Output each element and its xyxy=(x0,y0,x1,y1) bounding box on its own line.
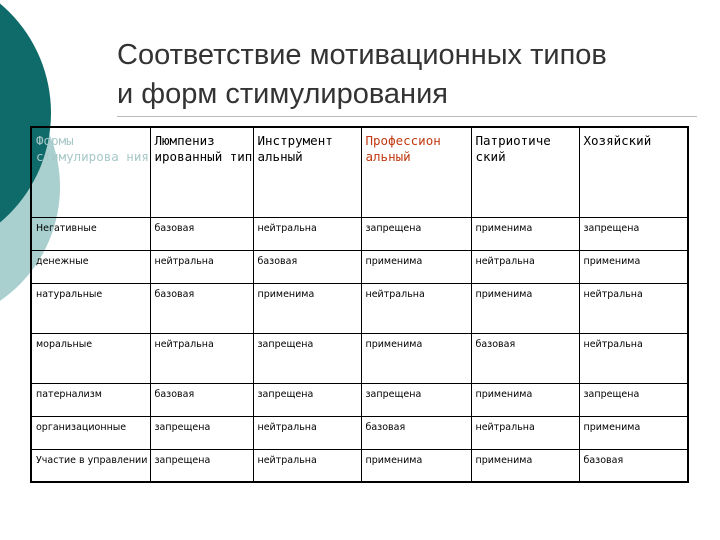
header-forms: Формы стимулирова ния xyxy=(31,127,150,217)
table-cell: применима xyxy=(471,383,579,416)
table-cell: базовая xyxy=(150,217,253,250)
table-cell: запрещена xyxy=(579,217,688,250)
table-cell: запрещена xyxy=(253,383,361,416)
row-label: организационные xyxy=(31,416,150,449)
table-cell: нейтральна xyxy=(150,333,253,383)
table-cell: нейтральна xyxy=(471,416,579,449)
table-cell: базовая xyxy=(361,416,471,449)
table-cell: применима xyxy=(579,250,688,283)
table-cell: применима xyxy=(253,283,361,333)
table-row xyxy=(31,449,688,482)
row-label: денежные xyxy=(31,250,150,283)
row-label: патернализм xyxy=(31,383,150,416)
table-cell: базовая xyxy=(579,449,688,482)
table-cell: запрещена xyxy=(150,449,253,482)
table-cell: применима xyxy=(361,333,471,383)
title-divider xyxy=(117,116,697,117)
row-label: Участие в управлении xyxy=(31,449,150,482)
table-cell: нейтральна xyxy=(471,250,579,283)
table-cell: запрещена xyxy=(150,416,253,449)
title-line-2: и форм стимулирования xyxy=(117,78,448,110)
title-line-1: Соответствие мотивационных типов xyxy=(117,39,607,71)
table-cell: нейтральна xyxy=(361,283,471,333)
table-row xyxy=(31,416,688,449)
table-cell: применима xyxy=(471,449,579,482)
table-cell: нейтральна xyxy=(579,283,688,333)
table-cell: базовая xyxy=(150,383,253,416)
header-professional: Профессион альный xyxy=(361,127,471,217)
table-cell: нейтральна xyxy=(253,416,361,449)
table-cell: нейтральна xyxy=(579,333,688,383)
row-label: моральные xyxy=(31,333,150,383)
slide-title xyxy=(117,36,697,114)
table-cell: применима xyxy=(361,449,471,482)
table-row xyxy=(31,383,688,416)
table-cell: запрещена xyxy=(361,217,471,250)
table-header-row xyxy=(31,127,688,217)
table-cell: базовая xyxy=(150,283,253,333)
table-row xyxy=(31,217,688,250)
row-label: Негативные xyxy=(31,217,150,250)
table-cell: нейтральна xyxy=(253,217,361,250)
table-cell: применима xyxy=(471,217,579,250)
table-cell: применима xyxy=(361,250,471,283)
table-cell: нейтральна xyxy=(150,250,253,283)
motivation-table xyxy=(30,126,689,483)
table-row xyxy=(31,250,688,283)
row-label: натуральные xyxy=(31,283,150,333)
table-cell: применима xyxy=(471,283,579,333)
table-cell: запрещена xyxy=(579,383,688,416)
motivation-table-container xyxy=(30,126,689,483)
table-row xyxy=(31,333,688,383)
table-cell: базовая xyxy=(253,250,361,283)
table-cell: базовая xyxy=(471,333,579,383)
header-instrumental: Инструмент альный xyxy=(253,127,361,217)
table-cell: применима xyxy=(579,416,688,449)
table-cell: запрещена xyxy=(361,383,471,416)
header-master: Хозяйский xyxy=(579,127,688,217)
header-lumpen: Люмпениз ированный тип xyxy=(150,127,253,217)
table-cell: нейтральна xyxy=(253,449,361,482)
table-row xyxy=(31,283,688,333)
table-cell: запрещена xyxy=(253,333,361,383)
header-patriotic: Патриотиче ский xyxy=(471,127,579,217)
